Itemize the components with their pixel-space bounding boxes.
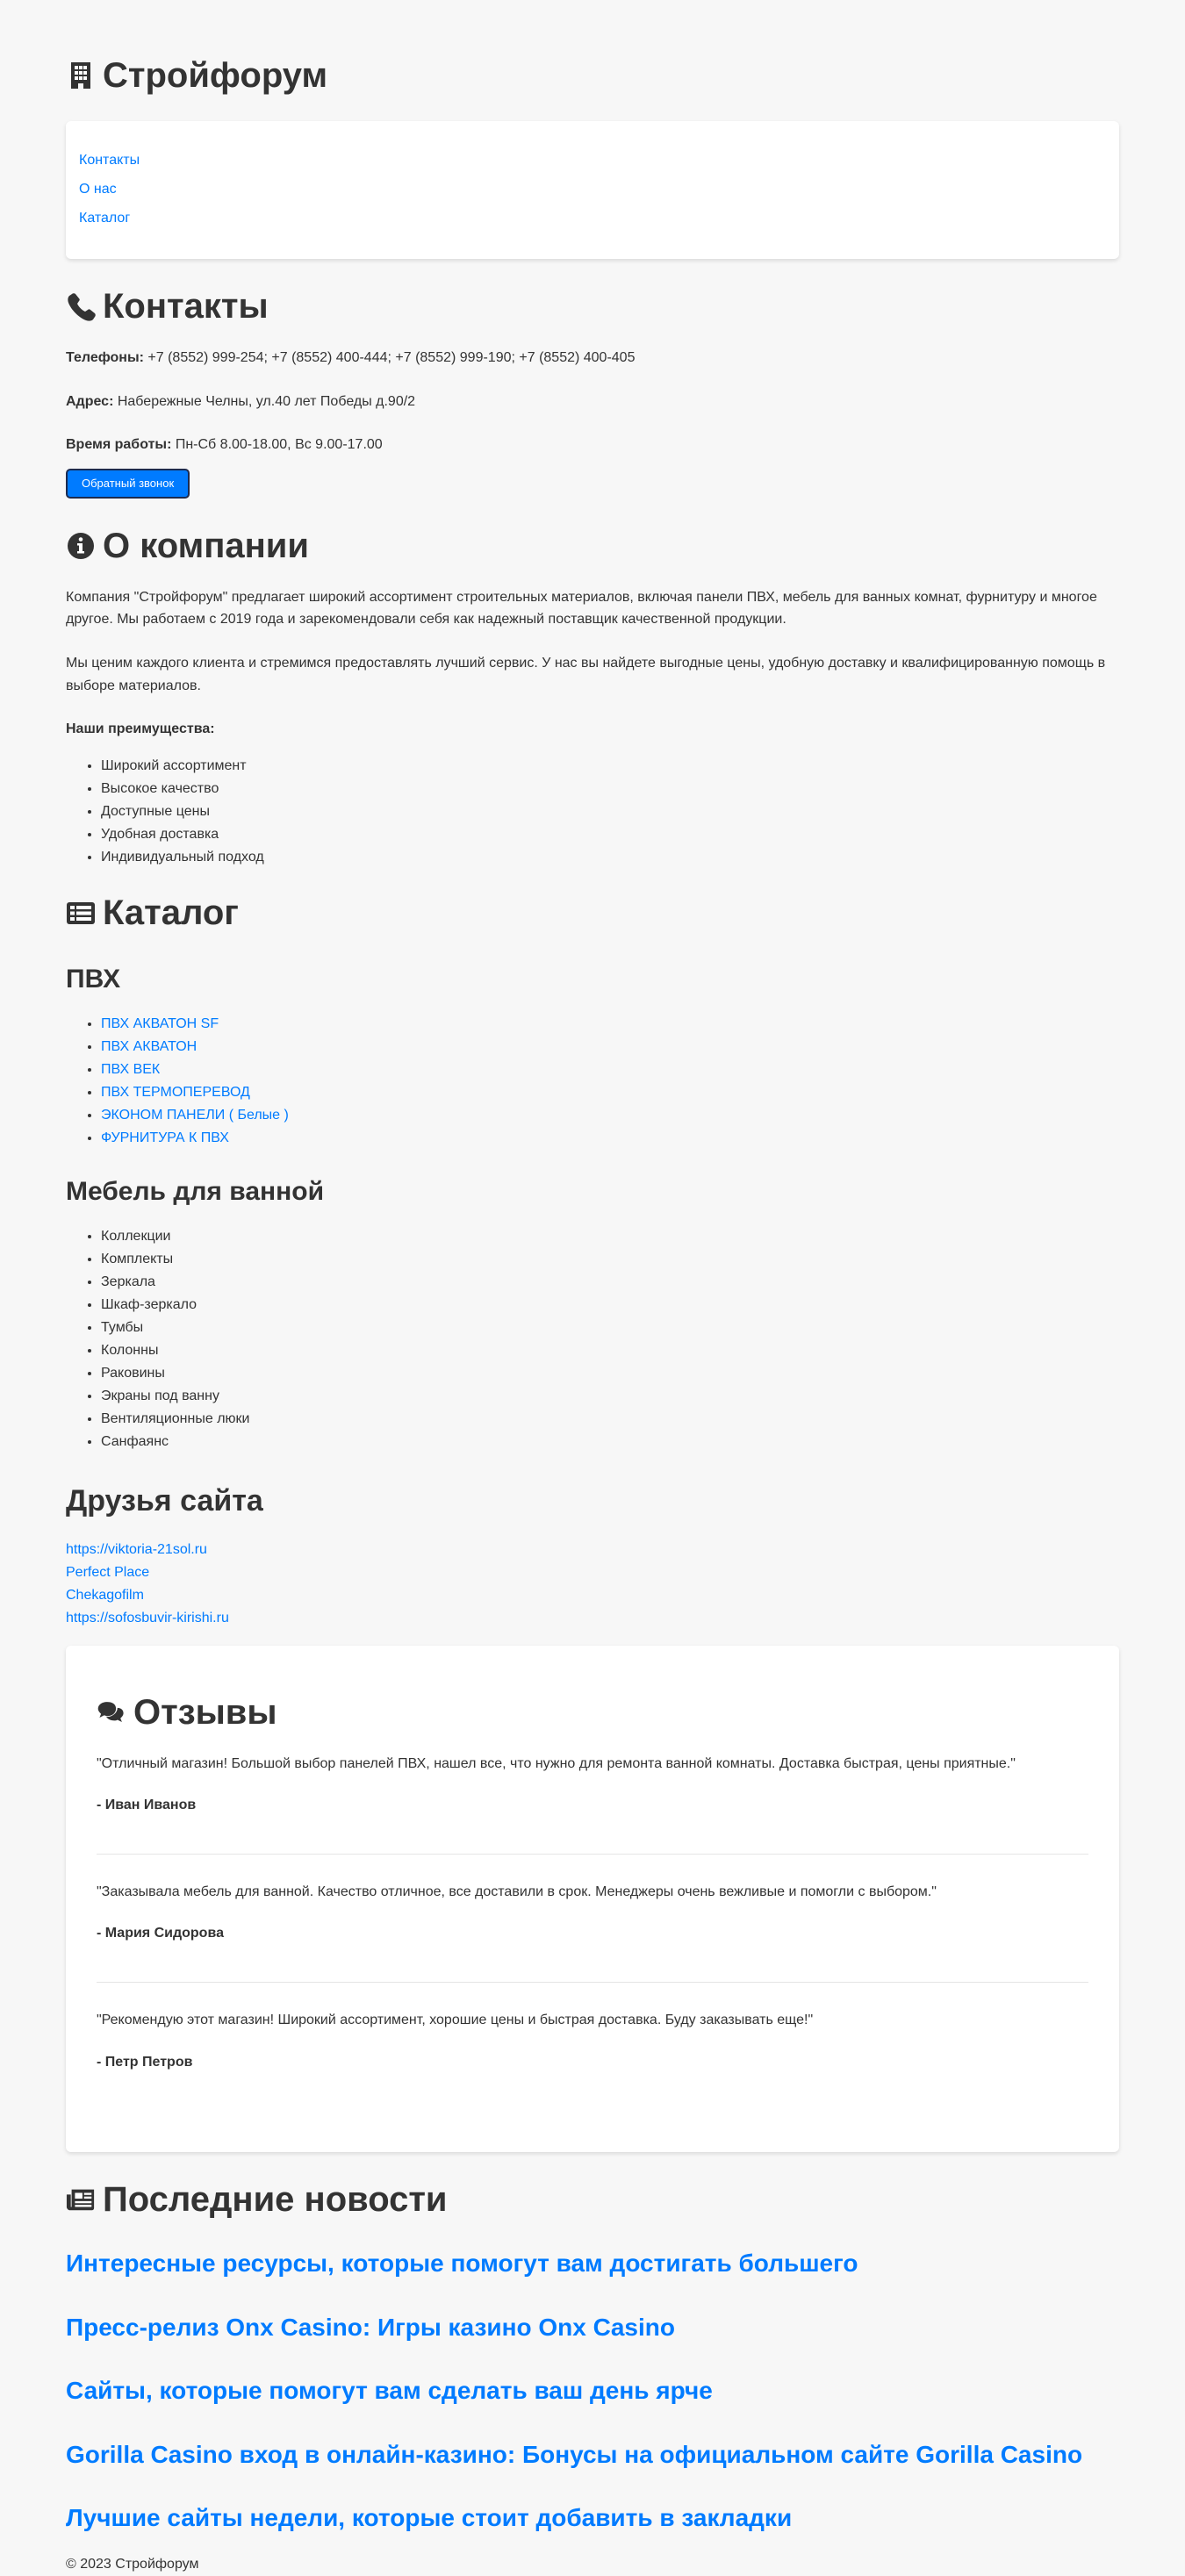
about-paragraph-1: Компания "Стройфорум" предлагает широкий ассортимент строительных материалов, включая панели ПВХ, мебель для ванных комнат, фурнитуру и многое другое. Мы работаем с 2019 года и зарекомендовали себя как надежный поставщик качественной продукции. — [66, 589, 1097, 628]
list-item: • Индивидуальный подход — [101, 846, 1119, 869]
phones-label: Телефоны: — [66, 350, 144, 365]
building-icon — [66, 58, 101, 93]
review-item — [97, 1881, 1088, 1971]
friend-link[interactable]: Chekagofilm — [66, 1587, 144, 1603]
furniture-heading: Мебель для ванной — [66, 1176, 325, 1206]
news-link[interactable]: Пресс-релиз Onx Casino: Игры казино Onx Casino — [66, 2313, 675, 2341]
list-item: • Шкаф-зеркало — [101, 1294, 1119, 1317]
review-author: - Петр Петров — [97, 2054, 193, 2070]
friend-link[interactable]: Perfect Place — [66, 1564, 150, 1580]
list-item: • Раковины — [101, 1362, 1119, 1385]
advantages-label: Наши преимущества: — [66, 721, 215, 737]
list-icon — [66, 895, 101, 930]
copyright: © 2023 Стройфорум — [66, 2557, 199, 2572]
info-circle-icon — [66, 528, 101, 563]
friends-heading: Друзья сайта — [66, 1483, 263, 1518]
list-item: • Высокое качество — [101, 778, 1119, 800]
address-value: Набережные Челны, ул.40 лет Победы д.90/2 — [113, 393, 416, 409]
review-item — [97, 2009, 1088, 2099]
pvc-heading: ПВХ — [66, 964, 121, 994]
list-item — [101, 1127, 1119, 1150]
news-link[interactable]: Лучшие сайты недели, которые стоит добавить в закладки — [66, 2504, 793, 2532]
furniture-list — [66, 1225, 1119, 1453]
news-heading-text: Последние новости — [103, 2180, 448, 2220]
hours-value: Пн-Сб 8.00-18.00, Вс 9.00-17.00 — [171, 437, 383, 453]
list-item: • Доступные цены — [101, 800, 1119, 823]
contacts-section — [66, 285, 1119, 518]
list-item — [101, 1058, 1119, 1081]
about-heading — [66, 525, 1119, 567]
footer — [66, 2553, 1119, 2576]
catalog-section — [66, 892, 1119, 1453]
pvc-link[interactable]: ПВХ АКВАТОН SF — [101, 1015, 219, 1031]
list-item: • Вентиляционные люки — [101, 1408, 1119, 1431]
news-heading — [66, 2178, 1119, 2221]
friend-link[interactable]: https://viktoria-21sol.ru — [66, 1541, 207, 1557]
main-nav — [66, 121, 1119, 259]
list-item — [101, 1013, 1119, 1036]
list-item: • Санфаянс — [101, 1431, 1119, 1453]
reviews-heading — [97, 1691, 1088, 1733]
pvc-link[interactable]: ПВХ ВЕК — [101, 1061, 161, 1077]
pvc-link[interactable]: ПВХ АКВАТОН — [101, 1038, 198, 1054]
list-item — [101, 1104, 1119, 1127]
about-paragraph-2: Мы ценим каждого клиента и стремимся предоставлять лучший сервис. У нас вы найдете выгодные цены, удобную доставку и квалифицированную помощь в выборе материалов. — [66, 655, 1106, 693]
review-text: "Отличный магазин! Большой выбор панелей ПВХ, нашел все, что нужно для ремонта ванной комнаты. Доставка быстрая, цены приятные." — [97, 1755, 1016, 1771]
news-link[interactable]: Gorilla Casino вход в онлайн-казино: Бонусы на официальном сайте Gorilla Casino — [66, 2440, 1083, 2468]
hours-line — [66, 434, 1119, 456]
list-item — [101, 1036, 1119, 1058]
hours-label: Время работы: — [66, 437, 172, 453]
review-text: "Рекомендую этот магазин! Широкий ассортимент, хорошие цены и быстрая доставка. Буду заказывать еще!" — [97, 2012, 814, 2027]
newspaper-icon — [66, 2182, 101, 2217]
list-item: • Удобная доставка — [101, 823, 1119, 846]
list-item: • Комплекты — [101, 1248, 1119, 1271]
about-section — [66, 525, 1119, 869]
review-author: - Мария Сидорова — [97, 1926, 224, 1941]
callback-button[interactable]: Обратный звонок — [66, 469, 190, 499]
nav-item-about[interactable]: О нас — [79, 182, 117, 197]
reviews-card — [66, 1646, 1119, 2153]
pvc-link[interactable]: ЭКОНОМ ПАНЕЛИ ( Белые ) — [101, 1107, 289, 1123]
news-link[interactable]: Интересные ресурсы, которые помогут вам достигать большего — [66, 2250, 858, 2278]
list-item — [101, 1081, 1119, 1104]
reviews-heading-text: Отзывы — [133, 1692, 277, 1732]
contacts-heading — [66, 285, 1119, 327]
site-title — [66, 54, 1119, 97]
about-heading-text: О компании — [103, 526, 309, 565]
pvc-link[interactable]: ФУРНИТУРА К ПВХ — [101, 1130, 229, 1145]
news-link[interactable]: Сайты, которые помогут вам сделать ваш день ярче — [66, 2377, 713, 2405]
catalog-heading — [66, 892, 1119, 934]
pvc-list — [66, 1013, 1119, 1150]
list-item: • Коллекции — [101, 1225, 1119, 1248]
list-item: • Колонны — [101, 1339, 1119, 1362]
review-item — [97, 1753, 1088, 1843]
list-item: • Широкий ассортимент — [101, 755, 1119, 778]
advantages-list — [66, 755, 1119, 869]
nav-item-contacts[interactable]: Контакты — [79, 153, 140, 168]
review-divider — [97, 1854, 1088, 1855]
list-item: • Зеркала — [101, 1271, 1119, 1294]
list-item: • Экраны под ванну — [101, 1385, 1119, 1408]
catalog-heading-text: Каталог — [103, 893, 239, 932]
phones-value: +7 (8552) 999-254; +7 (8552) 400-444; +7 (8552) 999-190; +7 (8552) 400-405 — [143, 350, 636, 365]
site-title-text: Стройфорум — [103, 56, 328, 95]
comments-icon — [97, 1695, 132, 1730]
news-section — [66, 2178, 1119, 2533]
review-author: - Иван Иванов — [97, 1797, 197, 1813]
address-label: Адрес: — [66, 393, 114, 409]
friends-section — [66, 1483, 1119, 1630]
phones-line — [66, 347, 1119, 370]
phone-icon — [66, 289, 101, 324]
pvc-link[interactable]: ПВХ ТЕРМОПЕРЕВОД — [101, 1084, 250, 1100]
friend-link[interactable]: https://sofosbuvir-kirishi.ru — [66, 1610, 229, 1625]
review-text: "Заказывала мебель для ванной. Качество отличное, все доставили в срок. Менеджеры очень вежливые и помогли с выбором." — [97, 1884, 937, 1899]
list-item: • Тумбы — [101, 1317, 1119, 1339]
contacts-heading-text: Контакты — [103, 287, 269, 326]
review-divider — [97, 1982, 1088, 1983]
address-line — [66, 391, 1119, 413]
nav-item-catalog[interactable]: Каталог — [79, 211, 131, 226]
